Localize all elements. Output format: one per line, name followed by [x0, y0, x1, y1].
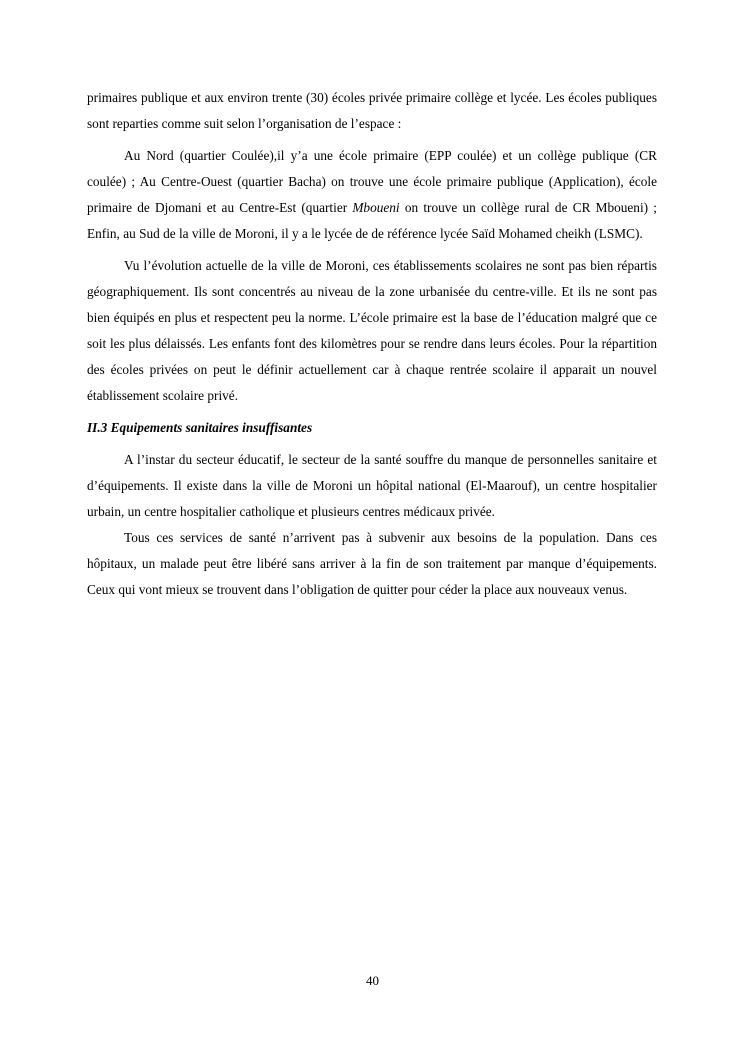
- paragraph-health-services: Tous ces services de santé n’arrivent pas à subvenir aux besoins de la population. Dans ces hôpitaux, un malade peut être libéré sans arriver à la fin de son traitement par manque d’équipements. Ceux qui vont mieux se trouvent dans l’obligation de quitter pour céder la place aux nouveaux venus.: [87, 530, 657, 597]
- paragraph-text: on trouve un collège rural de CR Mboueni) ; Enfin, au Sud de la ville de Moroni, il y a le lycée de de référence lycée Saïd Mohamed cheikh (LSMC).: [87, 200, 657, 241]
- paragraph-schools-count: primaires publique et aux environ trente (30) écoles privée primaire collège et lycée. Les écoles publiques sont reparties comme suit selon l’organisation de l’espace :: [87, 90, 657, 131]
- section-heading: II.3 Equipements sanitaires insuffisantes: [87, 420, 313, 435]
- italic-place-name: Mboueni: [352, 200, 400, 215]
- paragraph-text: Au Nord (quartier Coulée),il y’a une école primaire (EPP coulée) et un collège publique (CR coulée) ; Au Centre-Ouest (quartier Bacha) on trouve une école primaire publique (Application), école primaire de Djomani et au Centre-Est (quartier: [87, 148, 657, 215]
- page-number: 40: [366, 973, 379, 988]
- page-body: [87, 85, 657, 603]
- paragraph-health-sector: A l’instar du secteur éducatif, le secteur de la santé souffre du manque de personnelles sanitaire et d’équipements. Il existe dans la ville de Moroni un hôpital national (El-Maarouf), un centre hospitalier urbain, un centre hospitalier catholique et plusieurs centres médicaux privée.: [87, 452, 657, 519]
- paragraph-schools-distribution: [87, 143, 657, 247]
- paragraph-schools-evolution: Vu l’évolution actuelle de la ville de Moroni, ces établissements scolaires ne sont pas bien répartis géographiquement. Ils sont concentrés au niveau de la zone urbanisée du centre-ville. Et ils ne sont pas bien équipés en plus et respectent peu la norme. L’école primaire est la base de l’éducation malgré que ce soit les plus délaissés. Les enfants font des kilomètres pour se rendre dans leurs écoles. Pour la répartition des écoles privées on peut le définir actuellement car à chaque rentrée scolaire il apparait un nouvel établissement scolaire privé.: [87, 258, 657, 403]
